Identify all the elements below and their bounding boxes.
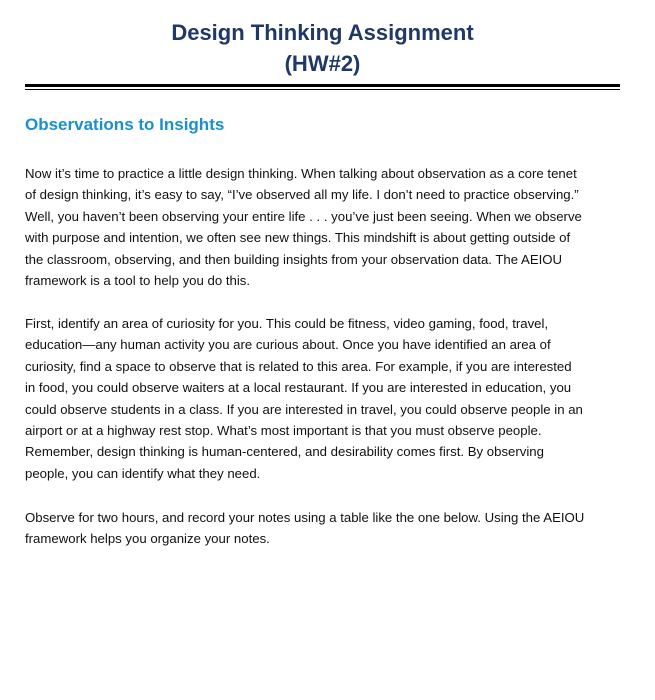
paragraph-line: framework helps you organize your notes.	[25, 531, 270, 547]
paragraph-line: Well, you haven’t been observing your entire life . . . you’ve just been seeing. When we observe	[25, 208, 582, 224]
paragraph-line: of design thinking, it’s easy to say, “I’ve observed all my life. I don’t need to practice observing.”	[25, 187, 579, 203]
paragraph-line: could observe students in a class. If you are interested in travel, you could observe people in an	[25, 401, 583, 417]
paragraph-line: in food, you could observe waiters at a local restaurant. If you are interested in education, you	[25, 380, 572, 396]
paragraph-line: framework is a tool to help you do this.	[25, 273, 251, 289]
title-divider-thin	[25, 89, 620, 90]
paragraph-intro	[25, 163, 635, 291]
paragraph-line: Now it’s time to practice a little design thinking. When talking about observation as a core tenet	[25, 166, 577, 181]
document-title	[0, 17, 645, 79]
paragraph-line: curiosity, find a space to observe that is related to this area. For example, if you are interested	[25, 358, 572, 374]
title-divider-thick	[25, 84, 620, 87]
title-line-main: Design Thinking Assignment	[171, 20, 474, 45]
paragraph-line: Remember, design thinking is human-centered, and desirability comes first. By observing	[25, 444, 544, 460]
paragraph-curiosity	[25, 313, 635, 484]
section-heading: Observations to Insights	[25, 115, 225, 134]
paragraph-line: airport or at a highway rest stop. What’s most important is that you must observe people.	[25, 423, 542, 439]
paragraph-line: Observe for two hours, and record your notes using a table like the one below. Using the AEIOU	[25, 510, 585, 525]
paragraph-line: people, you can identify what they need.	[25, 465, 261, 481]
paragraph-line: with purpose and intention, we often see new things. This mindshift is about getting outside of	[25, 230, 571, 246]
paragraph-line: First, identify an area of curiosity for you. This could be fitness, video gaming, food, travel,	[25, 316, 549, 331]
paragraph-line: the classroom, observing, and then building insights from your observation data. The AEIOU	[25, 251, 563, 267]
title-line-subtitle: (HW#2)	[284, 51, 361, 76]
paragraph-observe	[25, 507, 635, 550]
paragraph-line: education—any human activity you are curious about. Once you have identified an area of	[25, 337, 551, 353]
